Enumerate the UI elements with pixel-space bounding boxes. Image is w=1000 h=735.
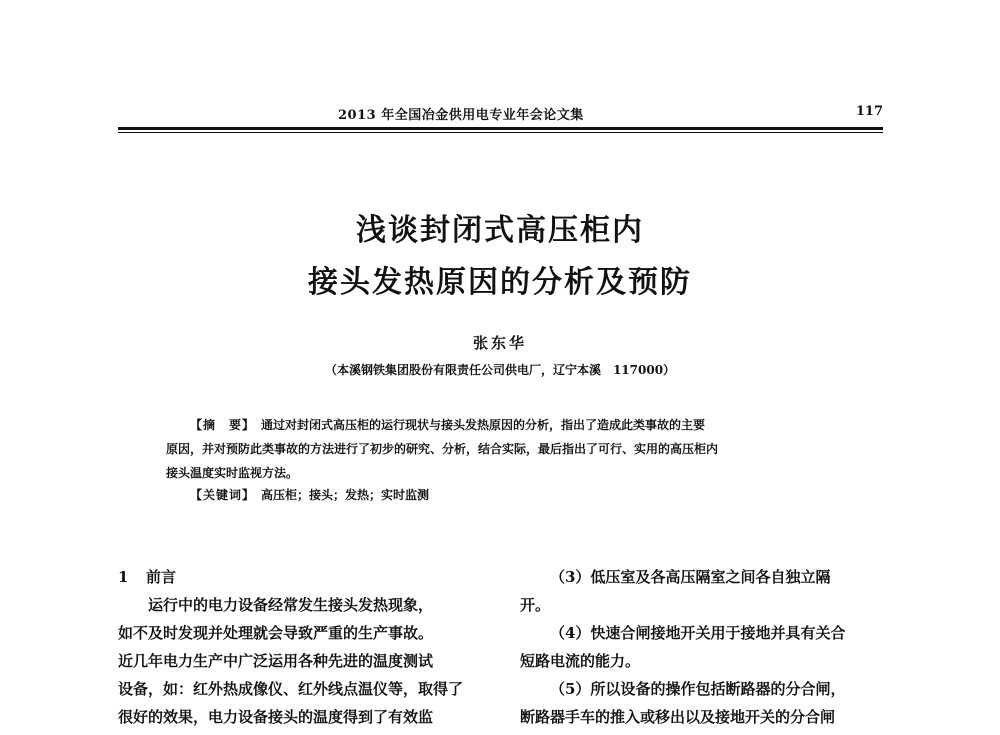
abstract-line <box>166 413 846 437</box>
section-title: 前言 <box>146 568 177 586</box>
keywords-label: 【关键词】 <box>190 488 250 502</box>
page-number: 117 <box>855 104 883 119</box>
keywords-block <box>190 486 429 503</box>
body-line: 很好的效果，电力设备接头的温度得到了有效监 <box>118 708 434 726</box>
body-line: 开。 <box>520 596 551 614</box>
header-rule-thick <box>118 127 883 130</box>
body-line: 短路电流的能力。 <box>520 652 641 670</box>
body-line: （3）低压室及各高压隔室之间各自独立隔 <box>550 568 831 586</box>
paper-title-line-1: 浅谈封闭式高压柜内 <box>356 213 644 248</box>
abstract-line: 原因，并对预防此类事故的方法进行了初步的研究、分析，结合实际，最后指出了可行、实用的高压柜内 <box>166 442 719 456</box>
keywords-text: 高压柜；接头；发热；实时监测 <box>261 488 430 502</box>
section-number: 1 <box>118 568 129 586</box>
author-name: 张东华 <box>472 334 527 352</box>
abstract-line: 接头温度实时监视方法。 <box>166 466 299 480</box>
abstract-block <box>166 413 846 485</box>
body-line: 运行中的电力设备经常发生接头发热现象， <box>148 596 434 614</box>
running-header <box>118 104 883 126</box>
body-column-right <box>520 563 892 731</box>
abstract-text: 通过对封闭式高压柜的运行现状与接头发热原因的分析，指出了造成此类事故的主要 <box>261 418 706 432</box>
section-heading <box>118 563 490 591</box>
body-column-left <box>118 563 490 731</box>
header-rule-thin <box>118 132 883 133</box>
author-affiliation: （本溪钢铁集团股份有限责任公司供电厂，辽宁本溪 117000） <box>324 363 676 377</box>
journal-title: 2013 年全国冶金供用电专业年会论文集 <box>338 108 584 123</box>
body-line: 设备，如：红外热成像仪、红外线点温仪等，取得了 <box>118 680 464 698</box>
body-line: 断路器手车的推入或移出以及接地开关的分合闸 <box>520 708 836 726</box>
body-line: （4）快速合闸接地开关用于接地并具有关合 <box>550 624 846 642</box>
abstract-label: 【摘 要】 <box>190 418 250 432</box>
body-line: 如不及时发现并处理就会导致严重的生产事故。 <box>118 624 434 642</box>
body-line: （5）所以设备的操作包括断路器的分合闸， <box>550 680 846 698</box>
paper-title-line-2: 接头发热原因的分析及预防 <box>308 265 692 300</box>
body-line: 近几年电力生产中广泛运用各种先进的温度测试 <box>118 652 434 670</box>
